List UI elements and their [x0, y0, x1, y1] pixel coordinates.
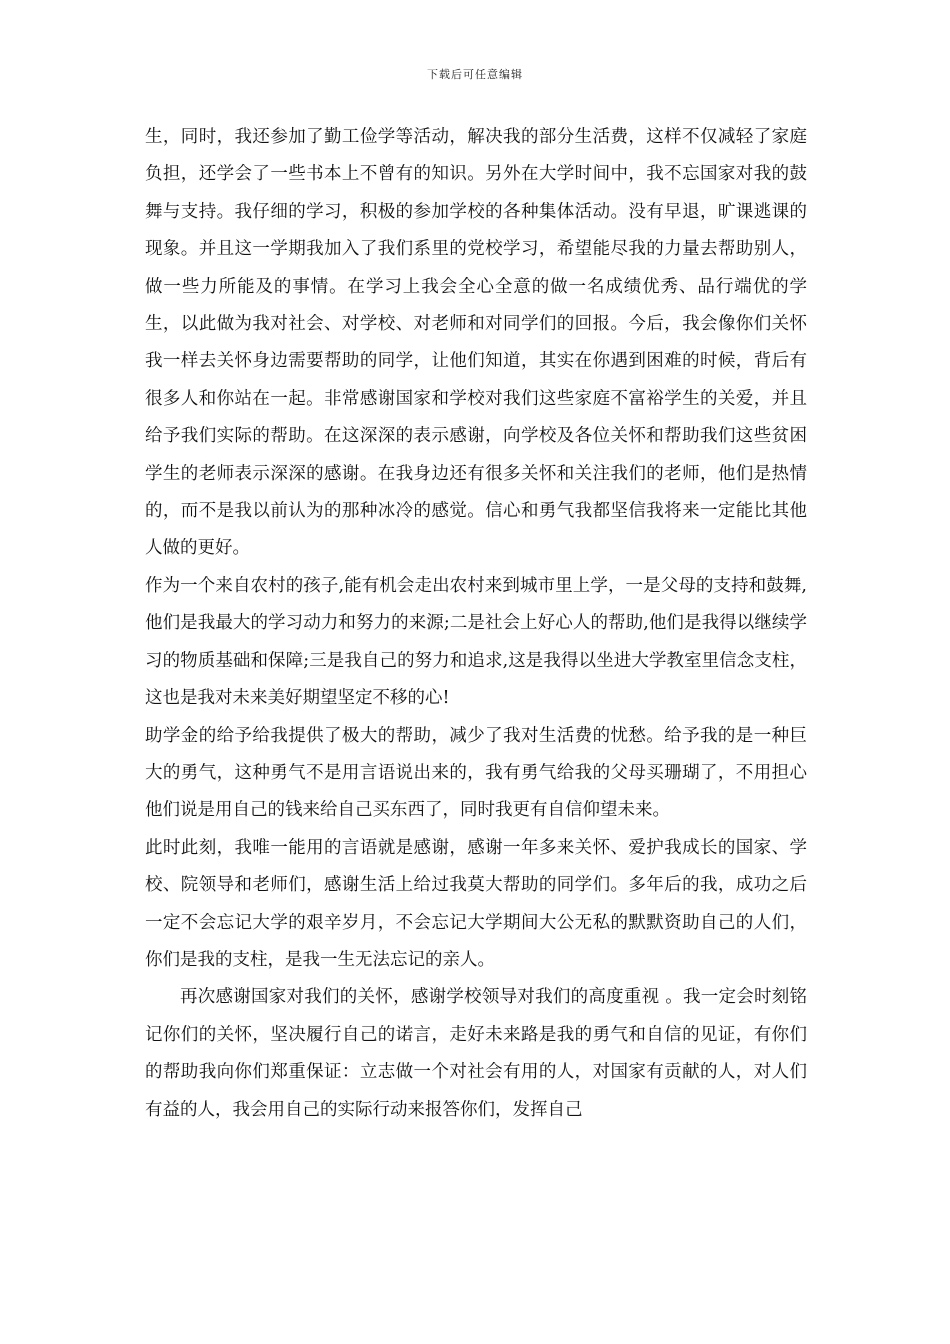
document-body	[145, 119, 807, 1129]
paragraph: 助学金的给予给我提供了极大的帮助，减少了我对生活费的忧愁。给予我的是一种巨大的勇气，这种勇气不是用言语说出来的，我有勇气给我的父母买珊瑚了，不用担心他们说是用自己的钱来给自己买东西了，同时我更有自信仰望未来。	[145, 725, 807, 821]
page-header: 下载后可任意编辑	[427, 68, 523, 81]
paragraph: 此时此刻，我唯一能用的言语就是感谢，感谢一年多来关怀、爱护我成长的国家、学校、院领导和老师们，感谢生活上给过我莫大帮助的同学们。多年后的我，成功之后一定不会忘记大学的艰辛岁月，不会忘记大学期间大公无私的默默资助自己的人们，你们是我的支柱，是我一生无法忘记的亲人。	[145, 837, 807, 970]
paragraph: 生，同时，我还参加了勤工俭学等活动，解决我的部分生活费，这样不仅减轻了家庭负担，还学会了一些书本上不曾有的知识。另外在大学时间中，我不忘国家对我的鼓舞与支持。我仔细的学习，积极的参加学校的各种集体活动。没有早退，旷课逃课的现象。并且这一学期我加入了我们系里的党校学习，希望能尽我的力量去帮助别人，做一些力所能及的事情。在学习上我会全心全意的做一名成绩优秀、品行端优的学生，以此做为我对社会、对学校、对老师和对同学们的回报。今后，我会像你们关怀我一样去关怀身边需要帮助的同学，让他们知道，其实在你遇到困难的时候，背后有很多人和你站在一起。非常感谢国家和学校对我们这些家庭不富裕学生的关爱，并且给予我们实际的帮助。在这深深的表示感谢，向学校及各位关怀和帮助我们这些贫困学生的老师表示深深的感谢。在我身边还有很多关怀和关注我们的老师，他们是热情的，而不是我以前认为的那种冰冷的感觉。信心和勇气我都坚信我将来一定能比其他人做的更好。	[145, 127, 807, 559]
paragraph: 作为一个来自农村的孩子,能有机会走出农村来到城市里上学，一是父母的支持和鼓舞,他们是我最大的学习动力和努力的来源;二是社会上好心人的帮助,他们是我得以继续学习的物质基础和保障;三是我自己的努力和追求,这是我得以坐进大学教室里信念支柱，这也是我对未来美好期望坚定不移的心!	[145, 575, 807, 709]
paragraph: 再次感谢国家对我们的关怀，感谢学校领导对我们的高度重视 。我一定会时刻铭记你们的关怀，坚决履行自己的诺言，走好未来路是我的勇气和自信的见证，有你们的帮助我向你们郑重保证：立志做一个对社会有用的人，对国家有贡献的人，对人们有益的人，我会用自己的实际行动来报答你们，发挥自己	[145, 987, 807, 1120]
